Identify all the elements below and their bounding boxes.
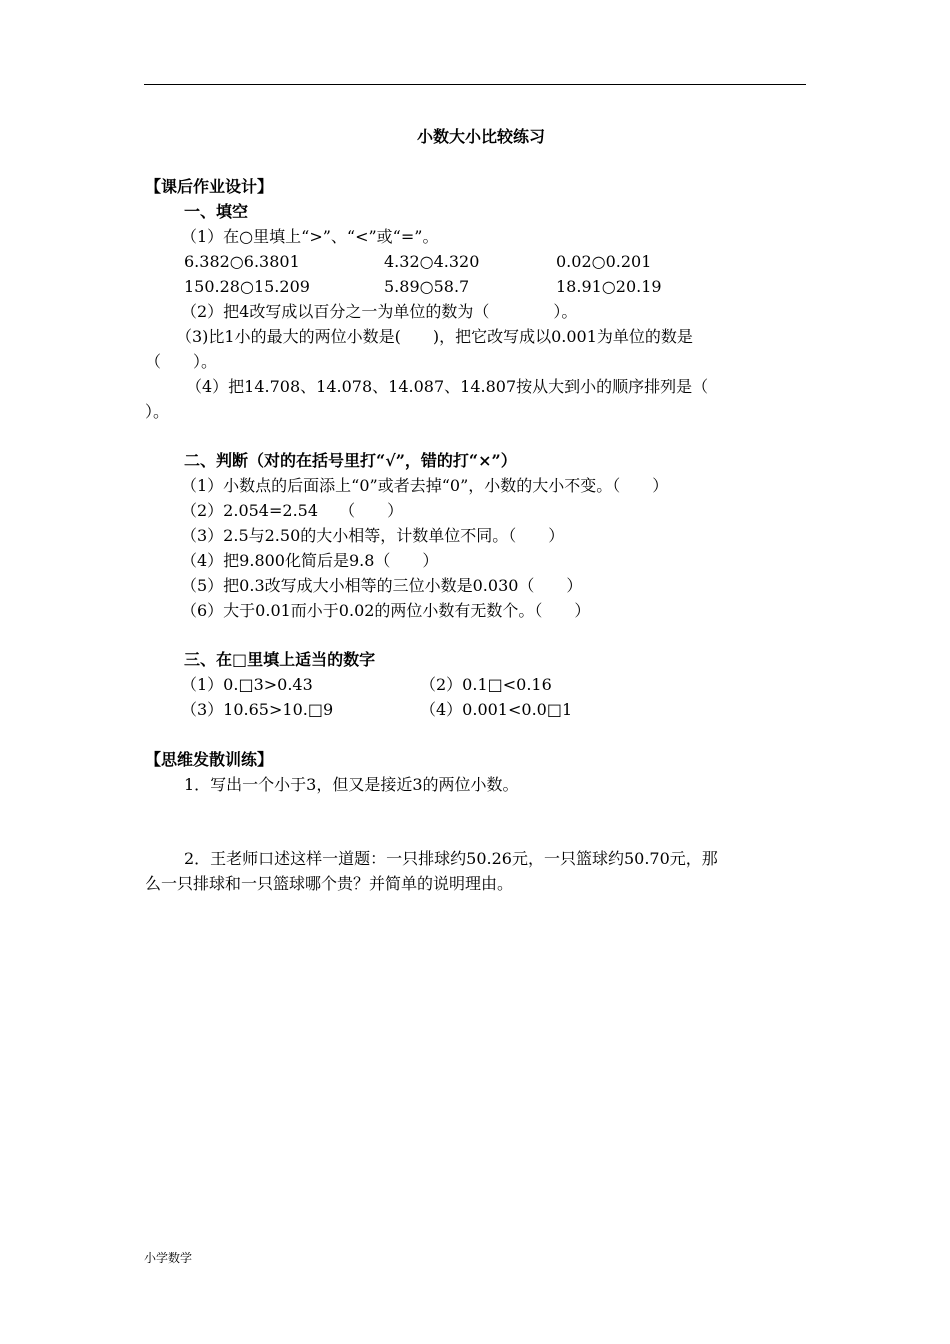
fill-digit-item: （1）0.□3>0.43	[181, 675, 313, 694]
fill-digit-item: （4）0.001<0.0□1	[420, 700, 573, 719]
part3-heading: 三、在□里填上适当的数字	[184, 650, 376, 669]
judge-item: （6）大于0.01而小于0.02的两位小数有无数个。（ ）	[181, 601, 591, 620]
part2-heading: 二、判断（对的在括号里打“√”，错的打“×”）	[184, 451, 517, 470]
thinking-heading: 【思维发散训练】	[145, 750, 274, 769]
thinking-q1: 1．写出一个小于3，但又是接近3的两位小数。	[184, 775, 519, 794]
footer-text: 小学数学	[144, 1251, 193, 1265]
part1-q2: （2）把4改写成以百分之一为单位的数为（ ）。	[181, 302, 578, 321]
judge-item: （5）把0.3改写成大小相等的三位小数是0.030（ ）	[181, 576, 583, 595]
homework-heading: 【课后作业设计】	[145, 177, 274, 196]
header-rule	[144, 84, 806, 85]
compare-item: 150.28○15.209	[184, 277, 310, 296]
fill-digit-item: （3）10.65>10.□9	[181, 700, 334, 719]
part1-q4-line1: （4）把14.708、14.078、14.087、14.807按从大到小的顺序排列是（	[186, 377, 709, 396]
thinking-q2-line1: 2．王老师口述这样一道题：一只排球约50.26元，一只篮球约50.70元，那	[184, 849, 718, 868]
judge-item: （2）2.054=2.54 （ ）	[181, 501, 404, 520]
page-title: 小数大小比较练习	[417, 127, 546, 146]
compare-item: 6.382○6.3801	[184, 252, 300, 271]
compare-item: 4.32○4.320	[384, 252, 480, 271]
compare-item: 0.02○0.201	[556, 252, 652, 271]
fill-digit-item: （2）0.1□<0.16	[420, 675, 552, 694]
part1-q3-line2: （ ）。	[145, 352, 218, 371]
part1-q1: （1）在○里填上“>”、“<”或“=”。	[181, 227, 439, 246]
thinking-q2-line2: 么一只排球和一只篮球哪个贵？并简单的说明理由。	[145, 874, 514, 893]
judge-item: （1）小数点的后面添上“0”或者去掉“0”，小数的大小不变。（ ）	[181, 476, 669, 495]
compare-item: 5.89○58.7	[384, 277, 470, 296]
compare-item: 18.91○20.19	[556, 277, 662, 296]
judge-item: （4）把9.800化简后是9.8（ ）	[181, 551, 439, 570]
part1-heading: 一、填空	[184, 202, 249, 221]
part1-q4-line2: ）。	[145, 402, 170, 421]
part1-q3-line1: （3)比1小的最大的两位小数是( )，把它改写成以0.001为单位的数是	[176, 327, 693, 346]
judge-item: （3）2.5与2.50的大小相等，计数单位不同。（ ）	[181, 526, 565, 545]
